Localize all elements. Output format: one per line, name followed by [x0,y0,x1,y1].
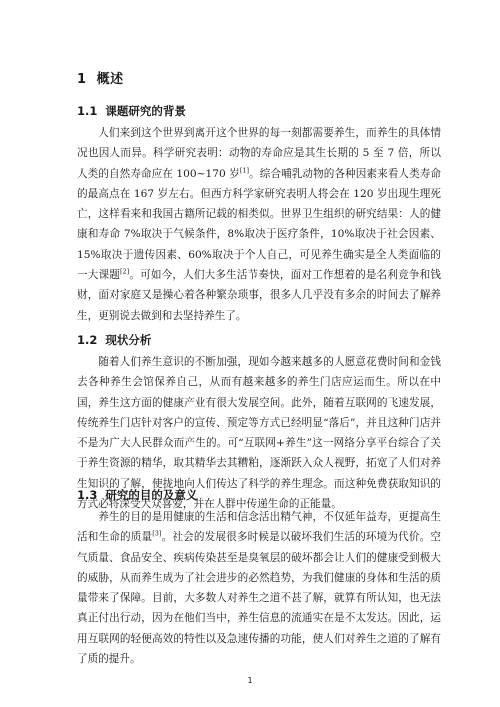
paragraph-purpose-significance [77,507,441,669]
section-number: 1.1 [77,104,98,118]
citation-mark: [2] [120,267,130,276]
paragraph-text: 养生的目的是用健康的生活和信念活出精气神，不仅延年益寿，更提高生活和生命的质量 [77,511,441,544]
paragraph-text: 。综合哺乳动物的各种因素来看人类寿命的最高点在 167 岁左右。但西方科学家研究表明人将会在 120 岁出现生理死亡，这样看来和我国古籍所记载的相类似。世界卫生组织的研究结果：人的健康和寿命 7%取决于气候条件，8%取决于医疗条件，10%取决于社会因素、15%取决于遗传因素、60%取决于个人自己，可见养生确实是全人类面临的一大课题 [77,167,441,282]
chapter-number: 1 [77,72,87,87]
paragraph-text: 人们来到这个世界到离开这个世界的每一刻都需要养生，而养生的具体情况也因人而异。科学研究表明：动物的寿命应是其生长期的 5 至 7 倍，所以人类的自然寿命应在 100~170 岁 [77,127,441,180]
page-number: 1 [247,676,253,685]
section-number: 1.3 [77,488,98,502]
paragraph-text: 随着人们养生意识的不断加强，现如今越来越多的人愿意花费时间和金钱去各种养生会馆保养自己，从而有越来越多的养生门店应运而生。所以在中国，养生这方面的健康产业有很大发展空间。此外，随着互联网的飞速发展，传统养生门店针对客户的宣传、预定等方式已经明显“落后”，并且这种门店并不是为广大人民群众而产生的。可“互联网+养生”这一网络分享平台综合了关于养生资源的精华，取其精华去其糟粕，逐渐跃入众人视野，拓宽了人们对养生知识的了解，使拢地向人们传达了科学的养生理念。而这种免费获取知识的方式必将深受大众喜爱，并在人群中传递生命的正能量。 [77,356,441,511]
section-title: 课题研究的背景 [105,104,186,118]
paragraph-text: 。可如今，人们大多生活节奏快，面对工作想着的是名利竞争和钱财，面对家庭又是操心着各种繁杂琐事，很多人几乎没有多余的时间去了解养生，更别说去做到和去坚持养生了。 [77,269,442,322]
paragraph-text: 。社会的发展很多时候是以破坏我们生活的环境为代价。空气质量、食品安全、疾病传染甚至是臭氧层的破坏都会让人们的健康受到极大的威胁，从而养生成为了社会进步的必然趋势，为我们健康的身体和生活的质量带来了保障。目前，大多数人对养生之道不甚了解，就算有所认知，也无法真正付出行动，因为在他们当中，养生信息的流通实在是不太发达。因此，运用互联网的轻便高效的特性以及急速传播的功能，使人们对养生之道的了解有了质的提升。 [77,531,442,666]
section-heading-1-3 [77,487,197,503]
section-heading-1-2 [77,332,151,348]
paragraph-background [77,123,441,326]
section-heading-1-1 [77,103,186,119]
section-title: 研究的目的及意义 [105,488,198,502]
citation-mark: [1] [239,166,250,175]
section-title: 现状分析 [105,333,152,347]
chapter-title: 概述 [96,72,124,87]
citation-mark: [3] [152,529,162,538]
section-number: 1.2 [77,333,98,347]
chapter-heading [77,68,124,87]
